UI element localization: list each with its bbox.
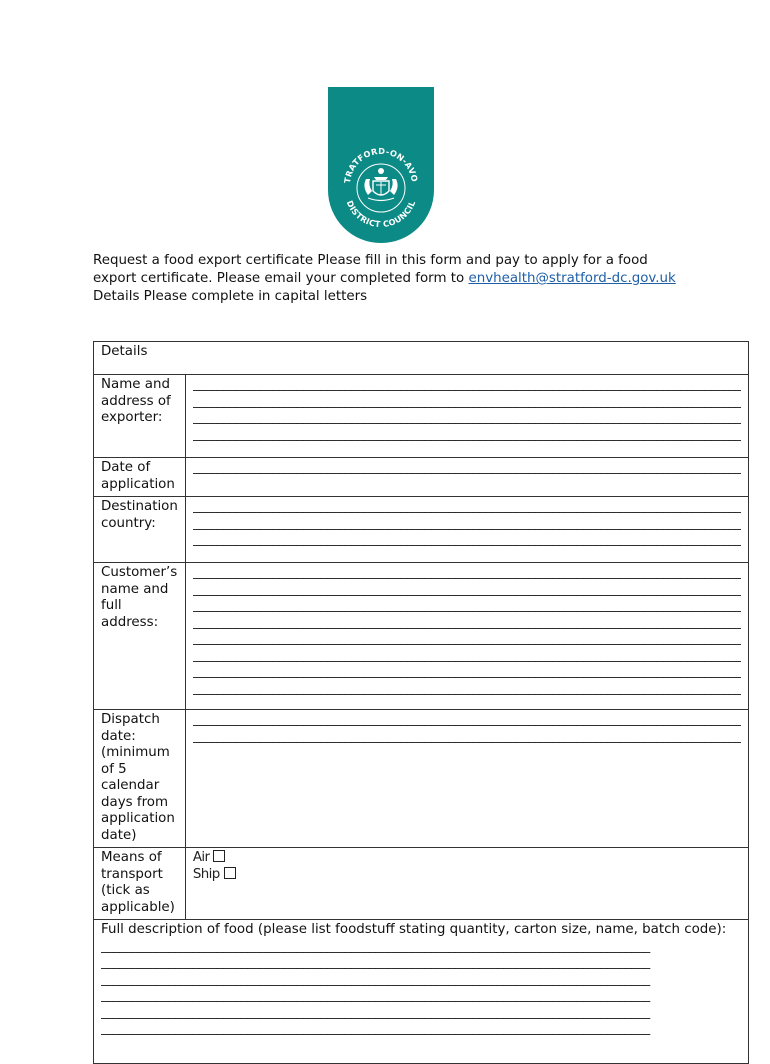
blank-line: __________________________________________________________________________________________: [101, 988, 650, 1003]
ship-label: Ship: [192, 866, 220, 882]
blank-line: __________________________________________________________________________________________: [192, 532, 742, 547]
blank-line: __________________________________________________________________________________________: [192, 728, 742, 744]
blank-line: __________________________________________________________________________________________: [192, 631, 742, 646]
blank-line: __________________________________________________________________________________________: [192, 499, 742, 514]
blank-line: __________________________________________________________________________________________: [192, 410, 742, 425]
food-description-label: Full description of food (please list foodstuff stating quantity, carton size, name, batch code):: [101, 922, 727, 937]
form-row: [94, 710, 749, 848]
intro-text-before: Request a food export certificate Please fill in this form and pay to apply for a food export certificate. Please email your completed form to: [93, 253, 648, 286]
blank-line: __________________________________________________________________________________________: [192, 565, 742, 580]
ship-checkbox[interactable]: [224, 867, 236, 879]
blank-line: __________________________________________________________________________________________: [192, 515, 742, 531]
destination-country-label: Destination country:: [94, 497, 186, 563]
food-description-cell: [94, 920, 749, 1064]
exporter-field[interactable]: [185, 375, 749, 458]
blank-line: __________________________________________________________________________________________: [192, 712, 742, 727]
customer-address-field[interactable]: [185, 563, 749, 710]
dispatch-date-field[interactable]: [185, 710, 749, 848]
form-header: Details: [94, 342, 749, 375]
destination-country-field[interactable]: [185, 497, 749, 563]
blank-line: __________________________________________________________________________________________: [101, 938, 650, 954]
blank-line: __________________________________________________________________________________________: [101, 1004, 650, 1020]
form-row: [94, 375, 749, 458]
form-row: [94, 563, 749, 710]
form-header-row: [94, 342, 749, 375]
blank-line: __________________________________________________________________________________________: [192, 680, 742, 696]
transport-option-air[interactable]: [193, 850, 742, 867]
logo-ring-bottom: DISTRICT COUNCIL: [344, 198, 418, 230]
transport-label: Means of transport (tick as applicable): [94, 848, 186, 920]
blank-line: __________________________________________________________________________________________: [192, 426, 742, 442]
form-row: [94, 920, 749, 1064]
blank-line: __________________________________________________________________________________________: [101, 1021, 650, 1036]
air-label: Air: [192, 850, 210, 865]
form-row: [94, 458, 749, 497]
blank-line: __________________________________________________________________________________________: [192, 581, 742, 597]
transport-option-ship[interactable]: [193, 867, 742, 884]
transport-options: [185, 848, 749, 920]
blank-line: __________________________________________________________________________________________: [192, 664, 742, 679]
form-row: [94, 497, 749, 563]
logo-ring-top: TRATFORD-ON-AVO: [341, 145, 420, 184]
customer-address-label: Customer’s name and full address:: [94, 563, 186, 710]
email-link[interactable]: envhealth@stratford-dc.gov.uk: [468, 271, 676, 286]
exporter-label: Name and address of exporter:: [94, 375, 186, 458]
blank-line: __________________________________________________________________________________________: [101, 971, 650, 987]
blank-line: __________________________________________________________________________________________: [192, 377, 742, 392]
blank-line: __________________________________________________________________________________________: [101, 955, 650, 970]
blank-line: __________________________________________________________________________________________: [192, 647, 742, 663]
blank-line: __________________________________________________________________________________________: [192, 598, 742, 613]
date-of-application-label: Date of application: [94, 458, 186, 497]
dispatch-date-label: Dispatch date: (minimum of 5 calendar days from application date): [94, 710, 186, 848]
intro-text-after: Details Please complete in capital letters: [93, 289, 368, 304]
blank-line: __________________________________________________________________________________________: [192, 614, 742, 630]
council-logo: [328, 87, 434, 243]
date-of-application-field[interactable]: [185, 458, 749, 497]
food-description-field[interactable]: [101, 939, 741, 1038]
air-checkbox[interactable]: [213, 850, 225, 862]
form-row: [94, 848, 749, 920]
intro-text: [93, 252, 683, 306]
blank-line: __________________________________________________________________________________________: [192, 393, 742, 409]
blank-line: __________________________________________________________________________________________: [192, 460, 742, 475]
export-request-form: [93, 341, 749, 1064]
